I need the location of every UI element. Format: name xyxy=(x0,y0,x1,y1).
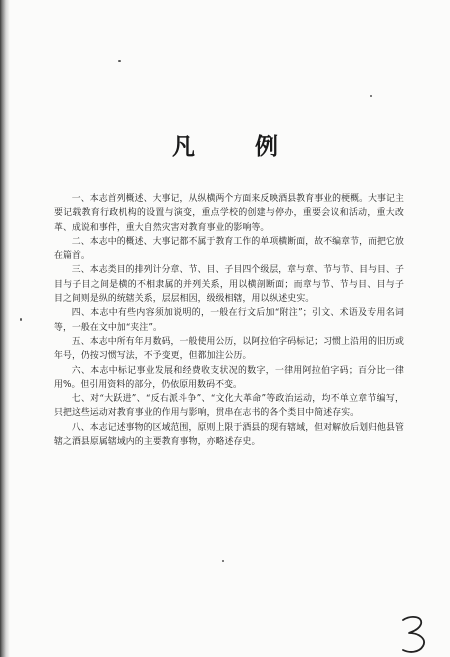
handwritten-page-number xyxy=(397,612,437,656)
paragraph-3: 三、本志类目的排列计分章、节、目、子目四个级层，章与章、节与节、目与目、子目与子目之间是横的不相隶属的并列关系，用以横剖断面；而章与节、节与目、目与子目之间则是纵的统辖关系，层层相因，级级相辖，用以纵述史实。 xyxy=(54,265,404,305)
paragraph-8: 八、本志记述事物的区域范围，原则上限于酒县的现有辖域，但对解放后划归他县管辖之酒县原属辖域内的主要教育事物，亦略述存史。 xyxy=(54,422,404,448)
paragraph-6: 六、本志中标记事业发展和经费收支状况的数字，一律用阿拉伯字码；百分比一律用%。但引用资料的部分，仍依原用数码不变。 xyxy=(54,365,404,390)
document-body xyxy=(54,192,404,449)
page-title: 凡 例 xyxy=(171,133,304,160)
scan-speck xyxy=(370,95,372,97)
paragraph-2: 二、本志中的概述、大事记都不属于教育工作的单项横断面，故不编章节，而把它放在篇首。 xyxy=(54,236,404,262)
paragraph-4: 四、本志中有些内容须加说明的，一般在行文后加“附注”；引文、术语及专用名词等，一般在文中加“夹注”。 xyxy=(54,308,404,333)
paragraph-7: 七、对“大跃进”、“反右派斗争”、“文化大革命”等政治运动，均不单立章节编写，只把这些运动对教育事业的作用与影响，贯串在志书的各个类目中简述存实。 xyxy=(54,394,404,419)
paragraph-1: 一、本志首列概述、大事记，从纵横两个方面来反映酒县教育事业的梗概。大事记主要记载教育行政机构的设置与演变，重点学校的创建与停办，重要会议和活动，重大改革、成说和事件，重大自然灾害对教育事业的影响等。 xyxy=(54,194,404,233)
scan-edge-shadow xyxy=(0,0,10,657)
scan-speck xyxy=(222,560,224,562)
paragraph-5: 五、本志中所有年月数码，一般使用公历，以阿拉伯字码标记；习惯上沿用的旧历或年号，仍按习惯写法，不予变更，但都加注公历。 xyxy=(54,336,404,362)
scan-speck xyxy=(20,318,22,321)
scan-speck xyxy=(118,60,121,62)
